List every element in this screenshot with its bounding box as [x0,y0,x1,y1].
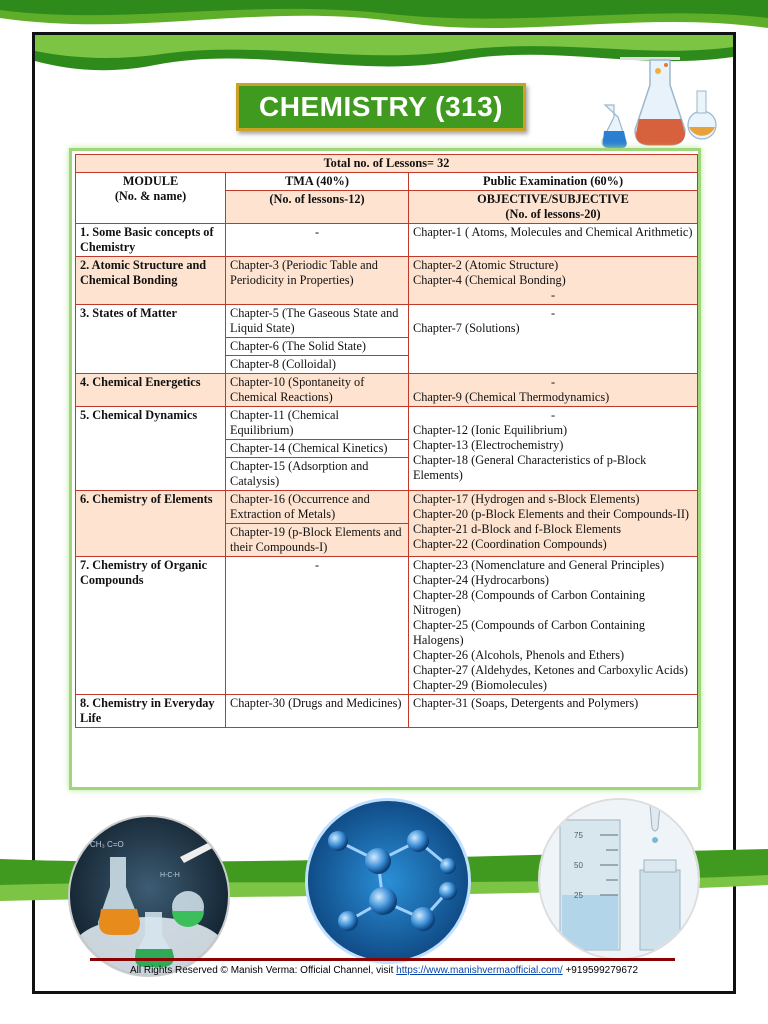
svg-text:CH₃ C=O: CH₃ C=O [90,840,124,849]
public-chapter-item: Chapter-9 (Chemical Thermodynamics) [413,390,610,404]
table-row [76,305,698,338]
public-exam-chapter-cell [409,491,698,557]
module-name-cell: 4. Chemical Energetics [76,374,226,407]
molecule-structure-image [305,798,471,964]
lab-flasks-image [68,815,230,977]
tma-chapter-cell: Chapter-8 (Colloidal) [226,356,409,374]
public-chapter-item: Chapter-13 (Electrochemistry) [413,438,564,452]
module-name-cell: 8. Chemistry in Everyday Life [76,695,226,728]
website-link[interactable]: https://www.manishvermaofficial.com/ [396,965,563,976]
public-exam-chapter-cell [409,557,698,695]
svg-text:50: 50 [574,861,583,870]
public-chapter-item: Chapter-12 (Ionic Equilibrium) [413,423,568,437]
syllabus-table [75,154,698,728]
public-chapter-item: Chapter-28 (Compounds of Carbon Containing Nitrogen) [413,588,646,617]
public-chapter-item: Chapter-27 (Aldehydes, Ketones and Carboxylic Acids) [413,663,688,677]
public-exam-chapter-cell [409,305,698,374]
page-title: CHEMISTRY (313) [259,91,503,122]
measuring-beaker-image [538,798,700,960]
tma-chapter-cell: Chapter-30 (Drugs and Medicines) [226,695,409,728]
tma-lessons-header: (No. of lessons-12) [226,191,409,224]
public-chapter-item: Chapter-21 d-Block and f-Block Elements [413,522,622,536]
module-name-cell: 7. Chemistry of Organic Compounds [76,557,226,695]
module-name-cell: 2. Atomic Structure and Chemical Bonding [76,257,226,305]
public-chapter-item: Chapter-17 (Hydrogen and s-Block Elements) [413,492,640,506]
footer-phone: +919599279672 [562,965,639,976]
table-row [76,557,698,695]
public-chapter-item: - [550,288,556,302]
page-title-banner [236,83,526,131]
public-chapter-item: Chapter-23 (Nomenclature and General Principles) [413,558,665,572]
public-chapter-item: Chapter-20 (p-Block Elements and their Compounds-II) [413,507,690,521]
tma-chapter-cell: Chapter-6 (The Solid State) [226,338,409,356]
module-name-cell: 6. Chemistry of Elements [76,491,226,557]
tma-chapter-cell: Chapter-19 (p-Block Elements and their Compounds-I) [226,524,409,557]
svg-text:75: 75 [574,831,583,840]
public-chapter-item: Chapter-29 (Biomolecules) [413,678,547,692]
module-header-label: MODULE [122,174,179,188]
public-chapter-item: Chapter-31 (Soaps, Detergents and Polymers) [413,696,639,710]
tma-chapter-cell: - [226,557,409,695]
public-chapter-item: Chapter-1 ( Atoms, Molecules and Chemical Arithmetic) [413,225,693,239]
public-exam-column-header: Public Examination (60%) [409,173,698,191]
public-exam-chapter-cell [409,407,698,491]
svg-text:25: 25 [574,891,583,900]
public-chapter-item: Chapter-2 (Atomic Structure) [413,258,559,272]
public-chapter-item: Chapter-24 (Hydrocarbons) [413,573,549,587]
table-row [76,374,698,407]
table-row [76,257,698,305]
public-chapter-item: Chapter-4 (Chemical Bonding) [413,273,566,287]
table-row [76,491,698,524]
public-chapter-item: Chapter-26 (Alcohols, Phenols and Ethers) [413,648,625,662]
table-row [76,224,698,257]
tma-chapter-cell: Chapter-16 (Occurrence and Extraction of Metals) [226,491,409,524]
footer-prefix: All Rights Reserved © Manish Verma: Official Channel, visit [129,965,397,976]
footer-divider [90,958,675,961]
table-row [76,407,698,440]
footer-copyright [0,965,768,976]
public-chapter-item: - [550,375,556,389]
public-chapter-item: Chapter-25 (Compounds of Carbon Containing Halogens) [413,618,646,647]
module-name-cell: 5. Chemical Dynamics [76,407,226,491]
tma-column-header: TMA (40%) [226,173,409,191]
total-lessons-header: Total no. of Lessons= 32 [76,155,698,173]
syllabus-table-container [69,148,701,790]
tma-chapter-cell: Chapter-5 (The Gaseous State and Liquid State) [226,305,409,338]
public-chapter-item: Chapter-18 (General Characteristics of p-Block Elements) [413,453,647,482]
tma-chapter-cell: Chapter-11 (Chemical Equilibrium) [226,407,409,440]
tma-chapter-cell: Chapter-15 (Adsorption and Catalysis) [226,458,409,491]
flask-set-image [600,55,720,150]
tma-chapter-cell: Chapter-10 (Spontaneity of Chemical Reactions) [226,374,409,407]
tma-chapter-cell: Chapter-3 (Periodic Table and Periodicity in Properties) [226,257,409,305]
public-subheader-type: OBJECTIVE/SUBJECTIVE [477,192,629,206]
public-exam-chapter-cell [409,374,698,407]
svg-text:H-C-H: H-C-H [160,872,180,879]
public-lessons-header [409,191,698,224]
public-chapter-item: - [550,408,556,422]
public-exam-chapter-cell [409,695,698,728]
tma-chapter-cell: Chapter-14 (Chemical Kinetics) [226,440,409,458]
module-column-header [76,173,226,224]
public-chapter-item: Chapter-7 (Solutions) [413,321,520,335]
public-chapter-item: - [550,306,556,320]
module-header-sub: (No. & name) [114,189,187,203]
module-name-cell: 1. Some Basic concepts of Chemistry [76,224,226,257]
table-row [76,695,698,728]
public-exam-chapter-cell [409,224,698,257]
public-chapter-item: Chapter-22 (Coordination Compounds) [413,537,607,551]
public-subheader-count: (No. of lessons-20) [505,207,601,221]
module-name-cell: 3. States of Matter [76,305,226,374]
tma-chapter-cell: - [226,224,409,257]
public-exam-chapter-cell [409,257,698,305]
